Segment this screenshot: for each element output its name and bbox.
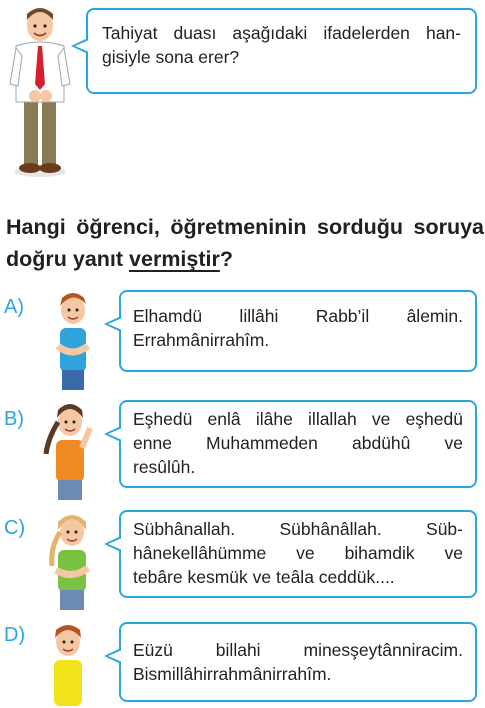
option-d-line-2: Bismillâhirrahmânirrahîm. — [133, 664, 332, 684]
option-b-line-3: resûlûh. — [133, 457, 196, 477]
option-d-letter[interactable]: D) — [4, 624, 26, 646]
option-b-letter[interactable]: B) — [4, 408, 24, 430]
teacher-question-text: Tahiyat duası aşağıdaki ifadelerden han-gisiyle sona erer? — [102, 23, 461, 67]
option-a-line-1: Elhamdü lillâhi Rabb’il âlemin. — [133, 306, 463, 326]
teacher-illustration — [2, 4, 82, 180]
option-c-bubble[interactable] — [119, 510, 477, 598]
question-suffix: ? — [219, 247, 234, 271]
option-a-letter[interactable]: A) — [4, 296, 24, 318]
option-a-line-2: Errahmânirrahîm. — [133, 330, 270, 350]
teacher-speech-bubble — [86, 8, 477, 94]
student-d-illustration — [40, 620, 96, 708]
question-prefix: Hangi öğrenci, öğretmeninin sorduğu soruya doğru yanıt — [6, 215, 484, 271]
option-b-line-2: enne Muhammeden abdühû ve — [133, 433, 463, 453]
option-a-bubble[interactable] — [119, 290, 477, 372]
option-d-line-1: Eüzü billahi minesşeytânniracim. — [133, 640, 463, 660]
option-c-line-3: tebâre kesmük ve teâla ceddük.... — [133, 567, 395, 587]
student-b-illustration — [36, 398, 100, 502]
option-c-line-1: Sübhânallah. Sübhânâllah. Süb- — [133, 519, 463, 539]
option-d-bubble[interactable] — [119, 622, 477, 702]
question-underlined-word: vermiştir — [129, 247, 220, 271]
student-c-illustration — [40, 508, 100, 612]
option-b-bubble[interactable] — [119, 400, 477, 488]
option-b-line-1: Eşhedü enlâ ilâhe illallah ve eşhedü — [133, 409, 463, 429]
option-c-letter[interactable]: C) — [4, 517, 26, 539]
option-c-line-2: hânekellâhümme ve bihamdik ve — [133, 543, 463, 563]
question-text — [6, 211, 484, 275]
student-a-illustration — [44, 288, 100, 392]
